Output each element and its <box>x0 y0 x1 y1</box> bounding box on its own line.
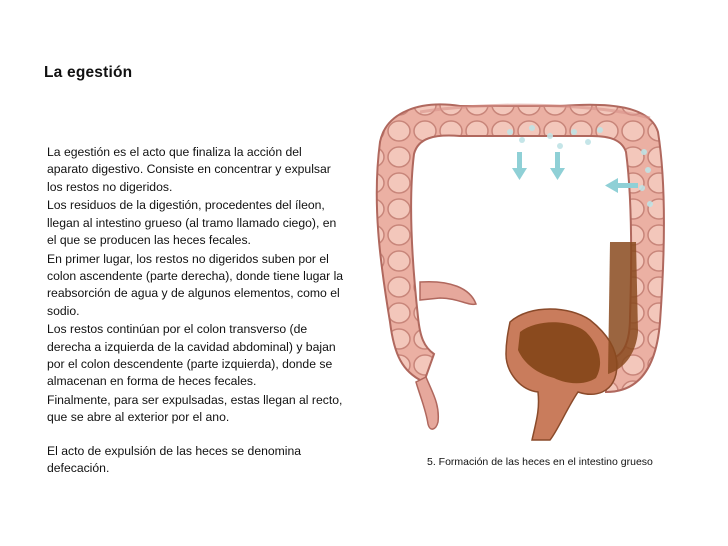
large-intestine-illustration <box>360 92 685 442</box>
water-arrows <box>512 152 638 193</box>
ileum <box>420 282 476 305</box>
paragraph-1: La egestión es el acto que finaliza la acción del aparato digestivo. Consiste en concentrar y expulsar los restos no digeridos. <box>47 145 331 194</box>
figure-caption: 5. Formación de las heces en el intestino grueso <box>427 456 653 468</box>
body-text <box>47 144 345 479</box>
paragraph-3: En primer lugar, los restos no digeridos suben por el colon ascendente (parte derecha), donde tiene lugar la reabsorción de agua y de algunos elementos, como el sodio. <box>47 251 344 318</box>
paragraph-4: Los restos continúan por el colon transverso (de derecha a izquierda de la cavidad abdominal) y bajan por el colon descendente (parte izquierda), donde se almacenan en forma de heces fecales. <box>47 322 336 389</box>
appendix <box>416 377 438 429</box>
paragraph-2: Los residuos de la digestión, procedentes del íleon, llegan al intestino grueso (al tramo llamado ciego), en el que se producen las heces fecales. <box>47 198 337 247</box>
paragraph-6: El acto de expulsión de las heces se denomina defecación. <box>47 443 302 476</box>
slide-title: La egestión <box>44 64 133 81</box>
paragraph-5: Finalmente, para ser expulsadas, estas llegan al recto, que se abre al exterior por el ano. <box>47 393 343 425</box>
